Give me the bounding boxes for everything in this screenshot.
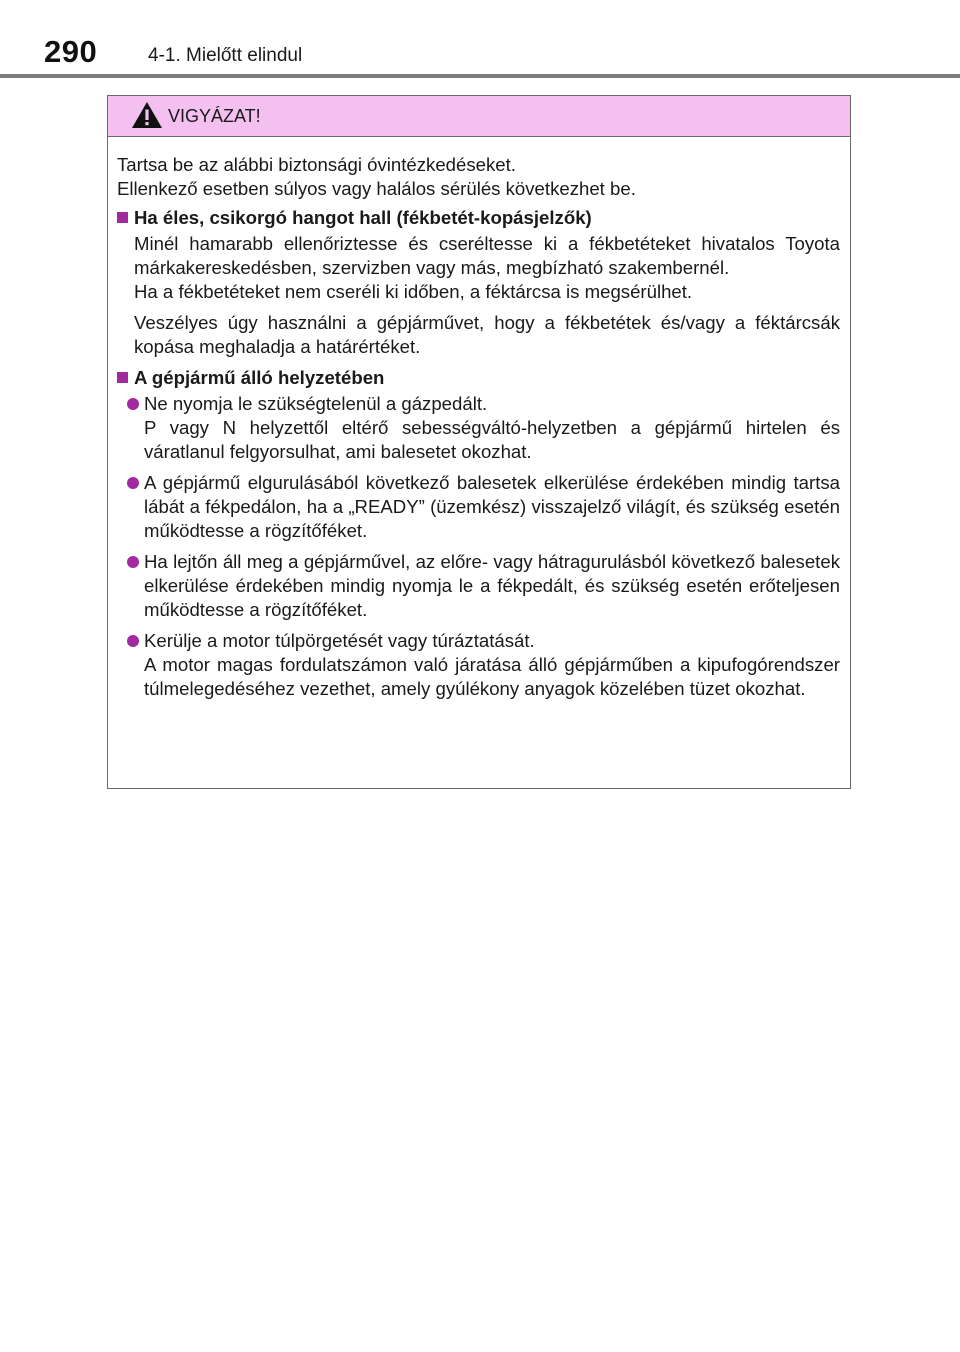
header-divider: [0, 74, 960, 78]
list-item: [117, 629, 840, 701]
page-header: [0, 0, 960, 80]
section-heading-text: Ha éles, csikorgó hangot hall (fékbetét-kopásjelzők): [134, 207, 592, 228]
warning-intro: [117, 153, 840, 201]
section-title: 4-1. Mielőtt elindul: [148, 45, 303, 66]
list-item-line: Kerülje a motor túlpörgetését vagy túráztatását.: [144, 630, 535, 651]
list-item-line: A gépjármű elgurulásából következő balesetek elkerülése érdekében mindig tartsa lábát a fékpedálon, ha a „READY” (üzemkész) visszajelző világít, és szükség esetén működtesse a rögzítőféket.: [144, 472, 840, 541]
section-heading-stationary: [117, 366, 840, 390]
warning-body: [108, 137, 850, 701]
list-item: [117, 471, 840, 543]
intro-line: Ellenkező esetben súlyos vagy halálos sérülés következhet be.: [117, 178, 636, 199]
paragraph: Ha a fékbetéteket nem cseréli ki időben, a féktárcsa is megsérülhet.: [134, 281, 693, 302]
paragraph: Veszélyes úgy használni a gépjárművet, hogy a fékbetétek és/vagy a féktárcsák kopása meghaladja a határértéket.: [134, 312, 840, 357]
square-bullet-icon: [117, 212, 128, 223]
round-bullet-icon: [127, 556, 139, 568]
warning-triangle-icon: [131, 101, 163, 129]
section-heading-brake-pads: [117, 206, 840, 230]
list-item: [117, 550, 840, 622]
round-bullet-icon: [127, 635, 139, 647]
paragraph: [134, 232, 840, 280]
square-bullet-icon: [117, 372, 128, 383]
intro-line: Tartsa be az alábbi biztonsági óvintézkedéseket.: [117, 154, 516, 175]
warning-header: [108, 96, 850, 137]
list-item-line: Ha lejtőn áll meg a gépjárművel, az előre- vagy hátragurulásból következő balesetek elkerülése érdekében mindig nyomja le a fékpedált, és szükség esetén erőteljesen működtesse a rögzítőféket.: [144, 551, 840, 620]
warning-box: [107, 95, 851, 789]
paragraph-text: Minél hamarabb ellenőriztesse és cseréltesse ki a fékbetéteket hivatalos Toyota márkakereskedésben, szervizben vagy más, megbízható szakembernél.: [134, 233, 840, 278]
section-heading-text: A gépjármű álló helyzetében: [134, 367, 385, 388]
round-bullet-icon: [127, 477, 139, 489]
list-item-line: P vagy N helyzettől eltérő sebességváltó-helyzetben a gépjármű hirtelen és váratlanul felgyorsulhat, ami balesetet okozhat.: [144, 417, 840, 462]
page-number: 290: [44, 34, 98, 69]
list-item-line: A motor magas fordulatszámon való járatása álló gépjárműben a kipufogórendszer túlmelegedéséhez vezethet, amely gyúlékony anyagok közelében tüzet okozhat.: [144, 654, 840, 699]
round-bullet-icon: [127, 398, 139, 410]
list-item-line: Ne nyomja le szükségtelenül a gázpedált.: [144, 393, 488, 414]
list-item: [117, 392, 840, 464]
warning-title: VIGYÁZAT!: [168, 106, 261, 126]
